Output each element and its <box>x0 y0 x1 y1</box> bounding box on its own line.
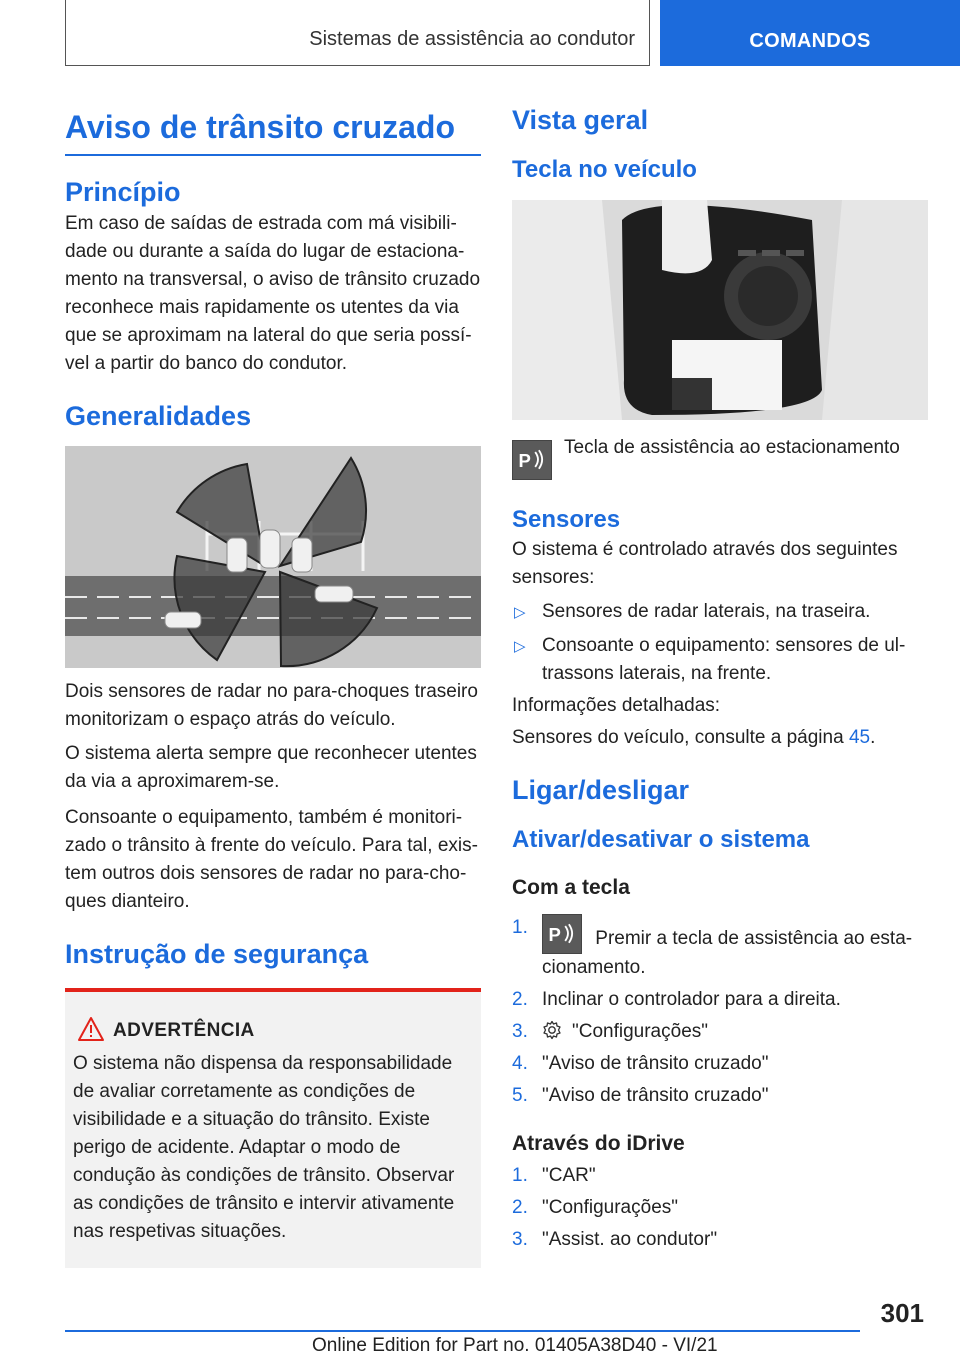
vehicle-controls-photo <box>512 200 928 420</box>
key-step-2 <box>512 986 928 1014</box>
button-caption-row <box>512 434 928 498</box>
bullet-triangle-icon: ▷ <box>514 604 526 621</box>
safety-heading: Instrução de segurança <box>65 939 369 969</box>
key-step-1 <box>512 914 928 982</box>
warning-triangle-icon <box>77 1016 105 1042</box>
park-assist-button-icon <box>542 914 582 954</box>
idrive-step-2 <box>512 1194 928 1222</box>
warning-title-row <box>113 1018 473 1044</box>
step-number: 1. <box>512 917 528 938</box>
step-text: "Aviso de trânsito cruzado" <box>542 1085 769 1106</box>
step-number: 3. <box>512 1229 528 1250</box>
general-heading: Generalidades <box>65 401 252 431</box>
sensor-item-text: Sensores de radar laterais, na traseira. <box>542 601 871 622</box>
button-caption: Tecla de assistência ao estacionamento <box>564 437 900 458</box>
details-end: . <box>870 727 876 748</box>
svg-text:P: P <box>548 923 561 945</box>
with-key-heading: Com a tecla <box>512 876 630 899</box>
step-text: "Assist. ao condutor" <box>542 1229 718 1250</box>
general-paragraph-2: O sistema alerta sempre que reconhecer utentes da via a aproximarem-se. <box>65 743 477 792</box>
page-number: 301 <box>880 1298 924 1328</box>
edition-note: Online Edition for Part no. 01405A38D40 - VI/21 <box>312 1335 718 1356</box>
step-text: "Configurações" <box>572 1021 709 1042</box>
idrive-heading: Através do iDrive <box>512 1132 685 1155</box>
right-column <box>512 100 928 1254</box>
section-header-box <box>65 0 650 66</box>
page-title: Aviso de trânsito cruzado <box>65 109 455 145</box>
onoff-heading: Ligar/desligar <box>512 775 690 805</box>
sensor-item-2 <box>512 632 928 688</box>
chapter-tab <box>660 0 960 66</box>
key-step-3 <box>512 1018 928 1046</box>
cross-traffic-diagram <box>65 446 481 668</box>
page-header <box>0 0 960 66</box>
principle-heading: Princípio <box>65 177 181 207</box>
sensor-item-text: Consoante o equipamento: sensores de ultrassons laterais, na frente. <box>542 635 906 684</box>
details-line <box>512 724 928 752</box>
warning-box <box>65 988 481 1268</box>
park-assist-button-icon <box>512 440 552 480</box>
page-reference-link[interactable]: 45 <box>848 727 871 748</box>
warning-text: O sistema não dispensa da responsabilidade de avaliar corretamente as condições de visibilidade e a situação do trânsito. Existe perigo de acidente. Adaptar o modo de condução às condições de trânsito. Observar as condições de trânsito e intervir ativamente nas respetivas situações. <box>73 1053 455 1242</box>
step-text: "Aviso de trânsito cruzado" <box>542 1053 769 1074</box>
general-paragraph-3: Consoante o equipamento, também é monitorizado o trânsito à frente do veículo. Para tal, existem outros dois sensores de radar no para-choques dianteiro. <box>65 807 478 912</box>
warning-title: ADVERTÊNCIA <box>113 1020 255 1041</box>
step-number: 5. <box>512 1085 528 1106</box>
gear-icon <box>542 1020 562 1040</box>
footer-divider <box>65 1330 860 1332</box>
idrive-step-3 <box>512 1226 928 1254</box>
step-number: 2. <box>512 1197 528 1218</box>
step-text: "Configurações" <box>542 1197 679 1218</box>
sensors-intro: O sistema é controlado através dos seguintes sensores: <box>512 539 898 588</box>
step-number: 4. <box>512 1053 528 1074</box>
key-step-5 <box>512 1082 928 1110</box>
title-divider <box>65 154 481 156</box>
activate-heading: Ativar/desativar o sistema <box>512 826 810 853</box>
left-column <box>65 100 481 1268</box>
overview-heading: Vista geral <box>512 105 649 135</box>
step-text: "CAR" <box>542 1165 596 1186</box>
principle-text: Em caso de saídas de estrada com má visibilidade ou durante a saída do lugar de estacionamento na transversal, o aviso de trânsito cruzado reconhece mais rapidamente os utentes da via que se aproximam na lateral do que seria possível a partir do banco do condutor. <box>65 213 481 374</box>
step-number: 2. <box>512 989 528 1010</box>
sensors-heading: Sensores <box>512 506 621 533</box>
chapter-tab-label: COMANDOS <box>749 30 871 52</box>
svg-text:P: P <box>518 449 531 471</box>
button-heading: Tecla no veículo <box>512 156 697 183</box>
step-number: 1. <box>512 1165 528 1186</box>
step-number: 3. <box>512 1021 528 1042</box>
section-title: Sistemas de assistência ao condutor <box>309 28 635 50</box>
details-text: Sensores do veículo, consulte a página <box>512 727 849 748</box>
sensor-item-1 <box>512 598 928 626</box>
general-paragraph-1: Dois sensores de radar no para-choques traseiro monitorizam o espaço atrás do veículo. <box>65 681 478 730</box>
idrive-step-1 <box>512 1162 928 1190</box>
key-step-4 <box>512 1050 928 1078</box>
step-text: Inclinar o controlador para a direita. <box>542 989 841 1010</box>
bullet-triangle-icon: ▷ <box>514 638 526 655</box>
step-text: Premir a tecla de assistência ao estacionamento. <box>542 928 913 978</box>
details-label: Informações detalhadas: <box>512 695 721 716</box>
